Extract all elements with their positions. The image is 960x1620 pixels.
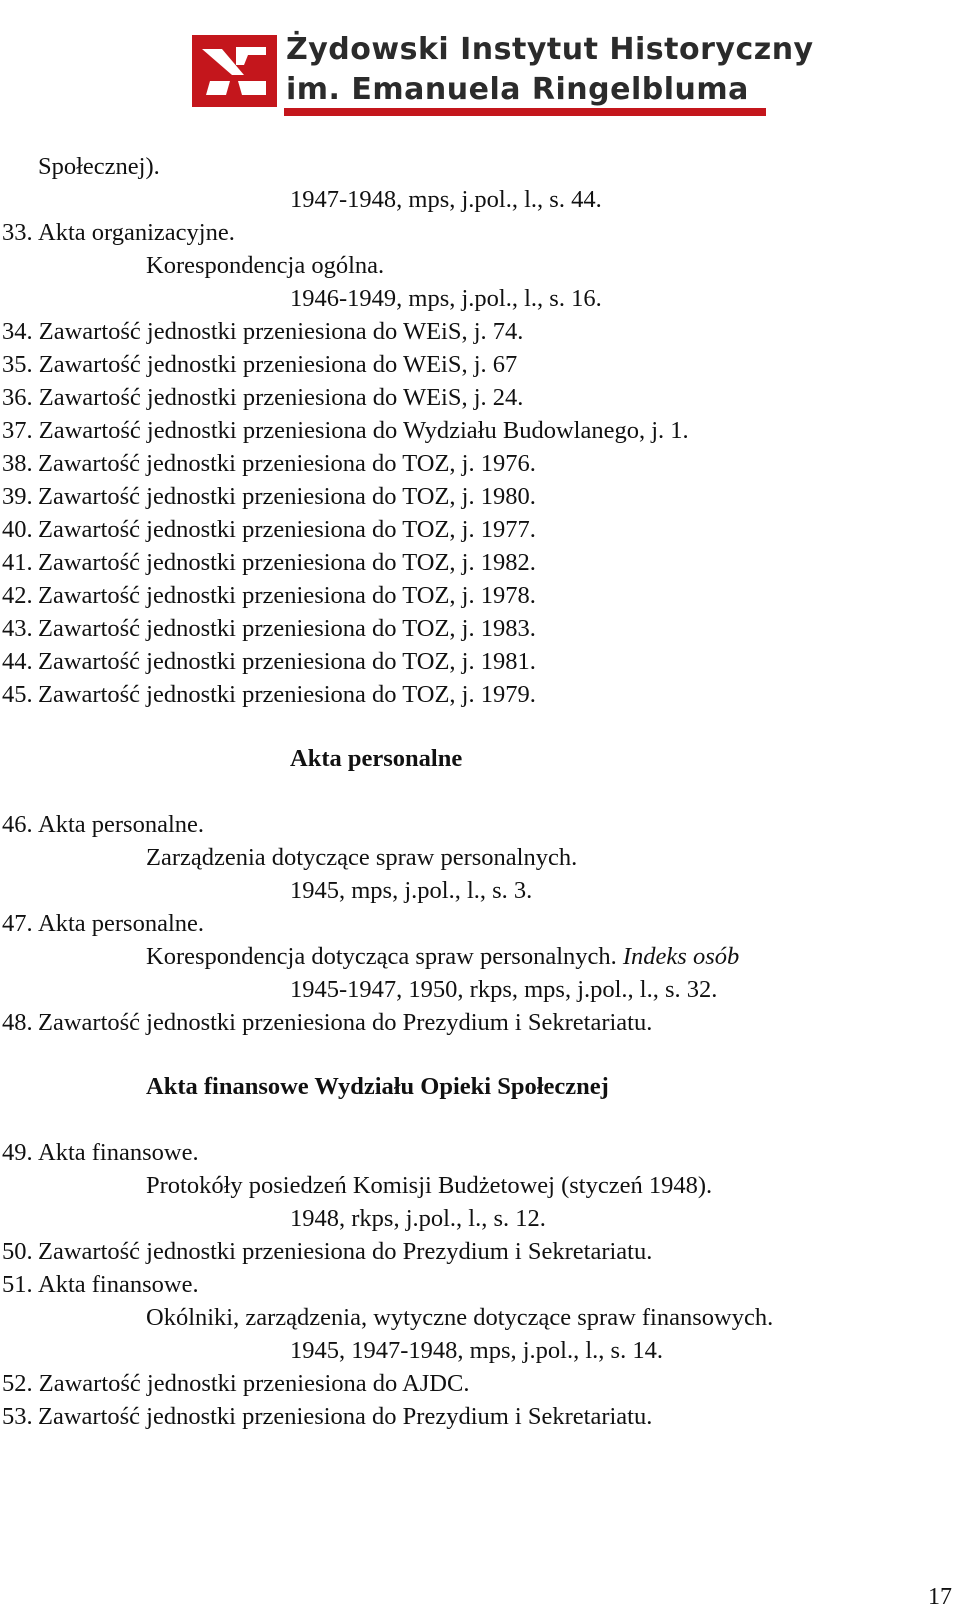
- text-line: Społecznej).: [38, 153, 160, 180]
- institute-name-line2: im. Emanuela Ringelbluma: [286, 72, 749, 107]
- text-line: 1945, 1947-1948, mps, j.pol., l., s. 14.: [290, 1337, 663, 1364]
- entry-title: Akta personalne.: [38, 910, 204, 937]
- entry-number: 48.: [2, 1009, 33, 1036]
- entry-title: Zawartość jednostki przeniesiona do Prezydium i Sekretariatu.: [38, 1009, 653, 1036]
- entry-number: 38.: [2, 450, 33, 477]
- entry-number: 46.: [2, 811, 33, 838]
- entry-number: 42.: [2, 582, 33, 609]
- text-line: 35. Zawartość jednostki przeniesiona do WEiS, j. 67: [2, 351, 518, 378]
- entry-number: 49.: [2, 1139, 33, 1166]
- entry-title: Akta personalne.: [38, 811, 204, 838]
- entry-number: 44.: [2, 648, 33, 675]
- text-line: 1945, mps, j.pol., l., s. 3.: [290, 877, 533, 904]
- entry-title: Zawartość jednostki przeniesiona do Prezydium i Sekretariatu.: [38, 1238, 653, 1265]
- entry-number: 47.: [2, 910, 33, 937]
- entry-number: 40.: [2, 516, 33, 543]
- text-line: 36. Zawartość jednostki przeniesiona do WEiS, j. 24.: [2, 384, 524, 411]
- entry-title: Zawartość jednostki przeniesiona do TOZ, j. 1978.: [38, 582, 536, 609]
- entry-title: Zawartość jednostki przeniesiona do TOZ, j. 1980.: [38, 483, 536, 510]
- institute-name-line1: Żydowski Instytut Historyczny: [286, 32, 814, 67]
- text-line: 37. Zawartość jednostki przeniesiona do Wydziału Budowlanego, j. 1.: [2, 417, 689, 444]
- text-line: Zarządzenia dotyczące spraw personalnych.: [146, 844, 578, 871]
- entry-number: 33.: [2, 219, 33, 246]
- entry-number: 41.: [2, 549, 33, 576]
- entry-title: Zawartość jednostki przeniesiona do TOZ, j. 1982.: [38, 549, 536, 576]
- entry-title: Zawartość jednostki przeniesiona do TOZ, j. 1981.: [38, 648, 536, 675]
- section-heading: Akta finansowe Wydziału Opieki Społecznej: [146, 1073, 609, 1100]
- text-segment: Korespondencja dotycząca spraw personalnych.: [146, 943, 617, 970]
- text-line: 1948, rkps, j.pol., l., s. 12.: [290, 1205, 546, 1232]
- text-line: 1945-1947, 1950, rkps, mps, j.pol., l., s. 32.: [290, 976, 718, 1003]
- entry-number: 43.: [2, 615, 33, 642]
- page-number: 17: [928, 1584, 952, 1610]
- entry-title: Zawartość jednostki przeniesiona do TOZ, j. 1977.: [38, 516, 536, 543]
- text-line: 1946-1949, mps, j.pol., l., s. 16.: [290, 285, 602, 312]
- text-line: 34. Zawartość jednostki przeniesiona do WEiS, j. 74.: [2, 318, 524, 345]
- entry-number: 51.: [2, 1271, 33, 1298]
- entry-number: 39.: [2, 483, 33, 510]
- text-line: Korespondencja ogólna.: [146, 252, 385, 279]
- section-heading: Akta personalne: [290, 745, 463, 772]
- entry-title: Akta finansowe.: [38, 1139, 199, 1166]
- entry-title: Zawartość jednostki przeniesiona do TOZ, j. 1983.: [38, 615, 536, 642]
- entry-number: 53.: [2, 1403, 33, 1430]
- entry-title: Akta finansowe.: [38, 1271, 199, 1298]
- entry-title: Zawartość jednostki przeniesiona do TOZ, j. 1979.: [38, 681, 536, 708]
- text-line: [146, 942, 739, 972]
- entry-title: Akta organizacyjne.: [38, 219, 235, 246]
- text-line: Protokóły posiedzeń Komisji Budżetowej (styczeń 1948).: [146, 1172, 713, 1199]
- text-line: 52. Zawartość jednostki przeniesiona do AJDC.: [2, 1370, 470, 1397]
- text-line: 1947-1948, mps, j.pol., l., s. 44.: [290, 186, 602, 213]
- index-note: Indeks osób: [622, 943, 740, 970]
- entry-title: Zawartość jednostki przeniesiona do TOZ, j. 1976.: [38, 450, 536, 477]
- text-line: Okólniki, zarządzenia, wytyczne dotyczące spraw finansowych.: [146, 1304, 774, 1331]
- entry-number: 45.: [2, 681, 33, 708]
- entry-title: Zawartość jednostki przeniesiona do Prezydium i Sekretariatu.: [38, 1403, 653, 1430]
- entry-number: 50.: [2, 1238, 33, 1265]
